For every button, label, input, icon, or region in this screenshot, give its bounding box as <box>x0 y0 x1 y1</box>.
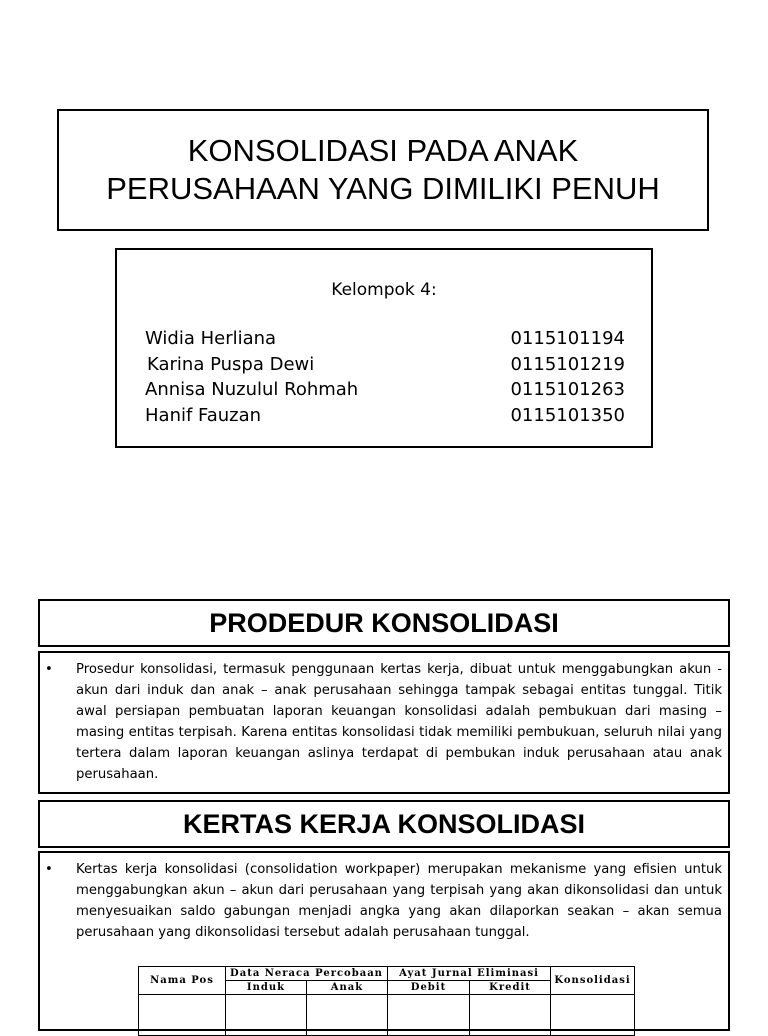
col-kredit: Kredit <box>470 981 551 995</box>
member-name: Annisa Nuzulul Rohmah <box>145 379 359 400</box>
member-row <box>145 379 625 405</box>
section-body-prosedur <box>38 651 730 794</box>
section-paragraph: Kertas kerja konsolidasi (consolidation workpaper) merupakan mekanisme yang efisien untuk menggabungkan akun – akun dari perusahaan yang terpisah yang akan dikonsolidasi dan untuk menyesuaikan saldo gabungan menjadi angka yang akan dilaporkan seakan – akan semua perusahaan yang dikonsolidasi tersebut adalah perusahaan tunggal. <box>76 862 722 940</box>
section-heading-kertas-kerja <box>38 800 730 848</box>
section-heading-text: KERTAS KERJA KONSOLIDASI <box>182 808 586 839</box>
member-id: 0115101219 <box>510 354 625 375</box>
bullet-icon: • <box>45 862 53 877</box>
member-row <box>147 354 625 380</box>
table-cell <box>470 995 551 1036</box>
section-heading-prosedur <box>38 599 730 647</box>
table-cell <box>551 995 635 1036</box>
table-cell <box>388 995 470 1036</box>
table-header-row <box>139 967 635 981</box>
table-cell <box>226 995 307 1036</box>
col-anak: Anak <box>307 981 388 995</box>
member-name: Hanif Fauzan <box>145 405 262 426</box>
group-heading: Kelompok 4: <box>331 280 437 300</box>
member-id: 0115101194 <box>510 328 625 349</box>
table-cell <box>139 995 226 1036</box>
section-heading-text: PRODEDUR KONSOLIDASI <box>209 607 559 638</box>
slide-title-line-2: PERUSAHAAN YANG DIMILIKI PENUH <box>106 171 660 206</box>
col-induk: Induk <box>226 981 307 995</box>
slide-title-box <box>57 109 709 231</box>
member-id: 0115101350 <box>510 405 625 426</box>
consolidation-worksheet-table <box>138 966 635 1036</box>
slide-title-line-1: KONSOLIDASI PADA ANAK <box>187 133 579 168</box>
table-row <box>139 995 635 1036</box>
section-paragraph: Prosedur konsolidasi, termasuk penggunaan kertas kerja, dibuat untuk menggabungkan akun - akun dari induk dan anak – anak perusahaan sehingga tampak sebagai entitas tunggal. Titik awal persiapan pembuatan laporan keuangan konsolidasi adalah pembukuan dari masing – masing entitas terpisah. Karena entitas konsolidasi tidak memiliki pembukuan, seluruh nilai yang tertera dalam laporan keuangan aslinya terdapat di pembukan induk perusahaan atau anak perusahaan. <box>76 662 722 782</box>
col-nama-pos: Nama Pos <box>139 967 226 995</box>
member-name: Widia Herliana <box>145 328 277 349</box>
col-debit: Debit <box>388 981 470 995</box>
table-cell <box>307 995 388 1036</box>
col-group-neraca: Data Neraca Percobaan <box>226 967 388 981</box>
col-konsolidasi: Konsolidasi <box>551 967 635 995</box>
member-row <box>145 405 625 431</box>
group-members-box <box>115 248 653 448</box>
member-id: 0115101263 <box>510 379 625 400</box>
bullet-icon: • <box>45 662 53 677</box>
col-group-eliminasi: Ayat Jurnal Eliminasi <box>388 967 551 981</box>
member-name: Karina Puspa Dewi <box>147 354 315 375</box>
member-row <box>145 328 625 354</box>
